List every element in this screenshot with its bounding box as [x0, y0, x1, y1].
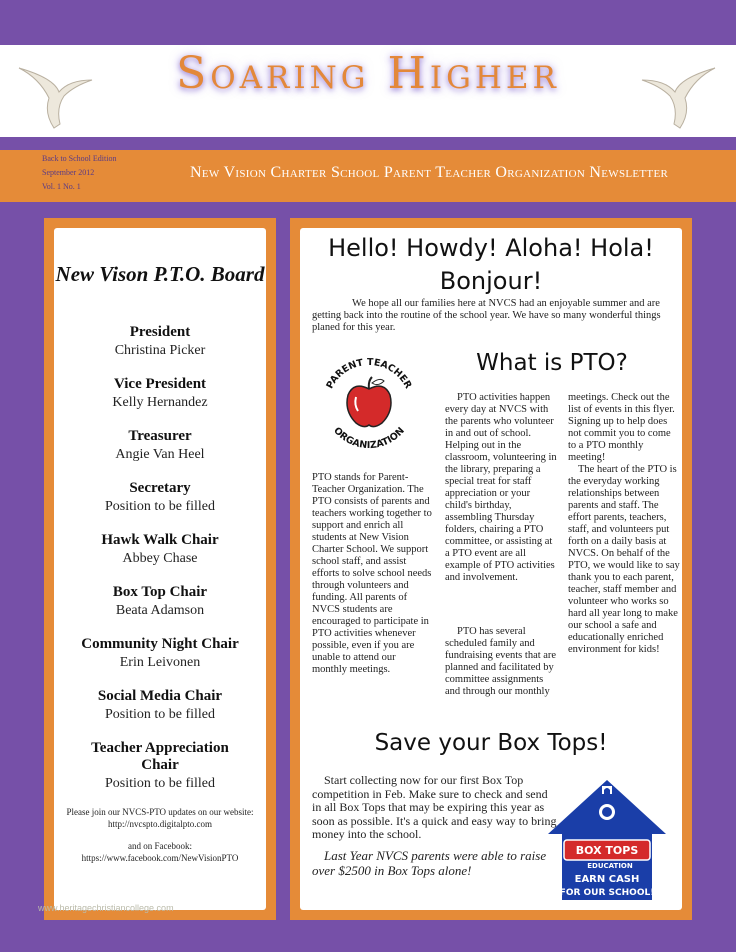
board-role: President — [129, 324, 191, 340]
boxtops-paragraph: Start collecting now for our first Box Top competition in Feb. Make sure to check and send in all Box Tops that may be expiring this year as soon as possible. It's a quick and easy way to bring money into the school. — [312, 773, 557, 841]
pto-column-2b: PTO has several scheduled family and fundraising events that are planned and facilitated by committee assignments and through our monthly — [445, 626, 557, 697]
board-role: Treasurer — [128, 428, 192, 444]
logo-bottom-text: ORGANIZATION — [331, 425, 407, 452]
edition-label: Back to School Edition — [42, 154, 117, 163]
boxtops-logo-title: BOX TOPS — [575, 844, 639, 857]
edition-date: September 2012 — [42, 168, 95, 177]
board-role: Teacher Appreciation Chair — [91, 740, 229, 773]
watermark-text: www.heritagechristiancollege.com — [38, 903, 174, 913]
pto-column-1: PTO stands for Parent-Teacher Organization. The PTO consists of parents and teachers working together to support and enrich all students at New Vision Charter School. We support school staff, and assist efforts to solve school needs through volunteers and funding. All parents of NVCS students are encouraged to participate in PTO activities whenever possible, even if you are unable to attend our monthly meetings. — [312, 472, 432, 675]
board-panel-frame — [44, 218, 276, 920]
boxtops-logo-subtitle: EDUCATION — [587, 862, 633, 870]
board-member: Christina Picker — [114, 343, 206, 358]
board-member: Abbey Chase — [122, 551, 198, 566]
facebook-note: and on Facebook: — [128, 841, 192, 851]
board-member: Angie Van Heel — [115, 447, 205, 462]
svg-text:ORGANIZATION — [331, 425, 407, 451]
boxtops-logo-slogan-1: EARN CASH — [574, 874, 640, 885]
board-role: Community Night Chair — [81, 636, 239, 652]
board-member: Erin Leivonen — [119, 655, 201, 670]
greeting-heading: Hello! Howdy! Aloha! Hola! Bonjour! — [328, 234, 654, 295]
top-purple-bar — [0, 0, 736, 45]
boxtops-heading: Save your Box Tops! — [374, 730, 608, 756]
board-member: Position to be filled — [104, 707, 216, 722]
board-role: Social Media Chair — [97, 688, 223, 704]
website-note: Please join our NVCS-PTO updates on our website: — [66, 807, 254, 817]
boxtops-schoolhouse-logo — [544, 776, 670, 904]
article-panel-frame — [290, 218, 692, 920]
logo-top-text: PARENT TEACHER — [324, 356, 414, 391]
pto-column-3b: The heart of the PTO is the everyday working relationships between parents and staff. The effort parents, teachers, staff, and volunteers put forth on a daily basis at NVCS. On behalf of the PTO, we would like to say thank you to each parent, teacher, staff member and volunteer who works so hard all year long to make our school a safe and educationally enriched environment for kids! — [568, 464, 680, 655]
newsletter-title: Soaring Higher — [176, 48, 560, 99]
pto-apple-logo — [314, 351, 424, 461]
article-panel — [300, 228, 682, 910]
pto-heading: What is PTO? — [476, 350, 628, 376]
board-member: Position to be filled — [104, 776, 216, 791]
facebook-link[interactable]: https://www.facebook.com/NewVisionPTO — [81, 853, 239, 863]
boxtops-highlight: Last Year NVCS parents were able to raise over $2500 in Box Tops alone! — [312, 848, 547, 878]
boxtops-logo-slogan-2: FOR OUR SCHOOL! — [559, 888, 655, 898]
website-link[interactable]: http://nvcspto.digitalpto.com — [108, 819, 212, 829]
board-title: New Vison P.T.O. Board — [55, 262, 265, 286]
pto-column-3a: meetings. Check out the list of events in this flyer. Signing up to help does not commit you to come to a PTO monthly meeting! — [568, 392, 675, 463]
board-panel — [54, 228, 266, 910]
board-role: Box Top Chair — [112, 584, 208, 600]
newsletter-subtitle: New Vision Charter School Parent Teacher Organization Newsletter — [190, 164, 669, 181]
edition-volume: Vol. 1 No. 1 — [42, 182, 81, 191]
board-member: Position to be filled — [104, 499, 216, 514]
board-member: Beata Adamson — [115, 603, 205, 618]
board-role: Vice President — [113, 376, 207, 392]
board-role: Secretary — [129, 480, 191, 496]
pto-column-2a: PTO activities happen every day at NVCS with the parents who volunteer in and out of school. Helping out in the classroom, volunteering in the library, preparing a special treat for staff appreciation or your child's birthday, assembling Thursday folders, chairing a PTO committee, or assisting at a PTO event are all example of PTO activities and involvement. — [445, 392, 557, 583]
intro-paragraph: We hope all our families here at NVCS had an enjoyable summer and are getting back into the routine of the school year. We have so many wonderful things planed for this year. — [312, 298, 661, 333]
edition-info — [42, 152, 116, 194]
board-member: Kelly Hernandez — [112, 395, 208, 410]
board-role: Hawk Walk Chair — [101, 532, 219, 548]
